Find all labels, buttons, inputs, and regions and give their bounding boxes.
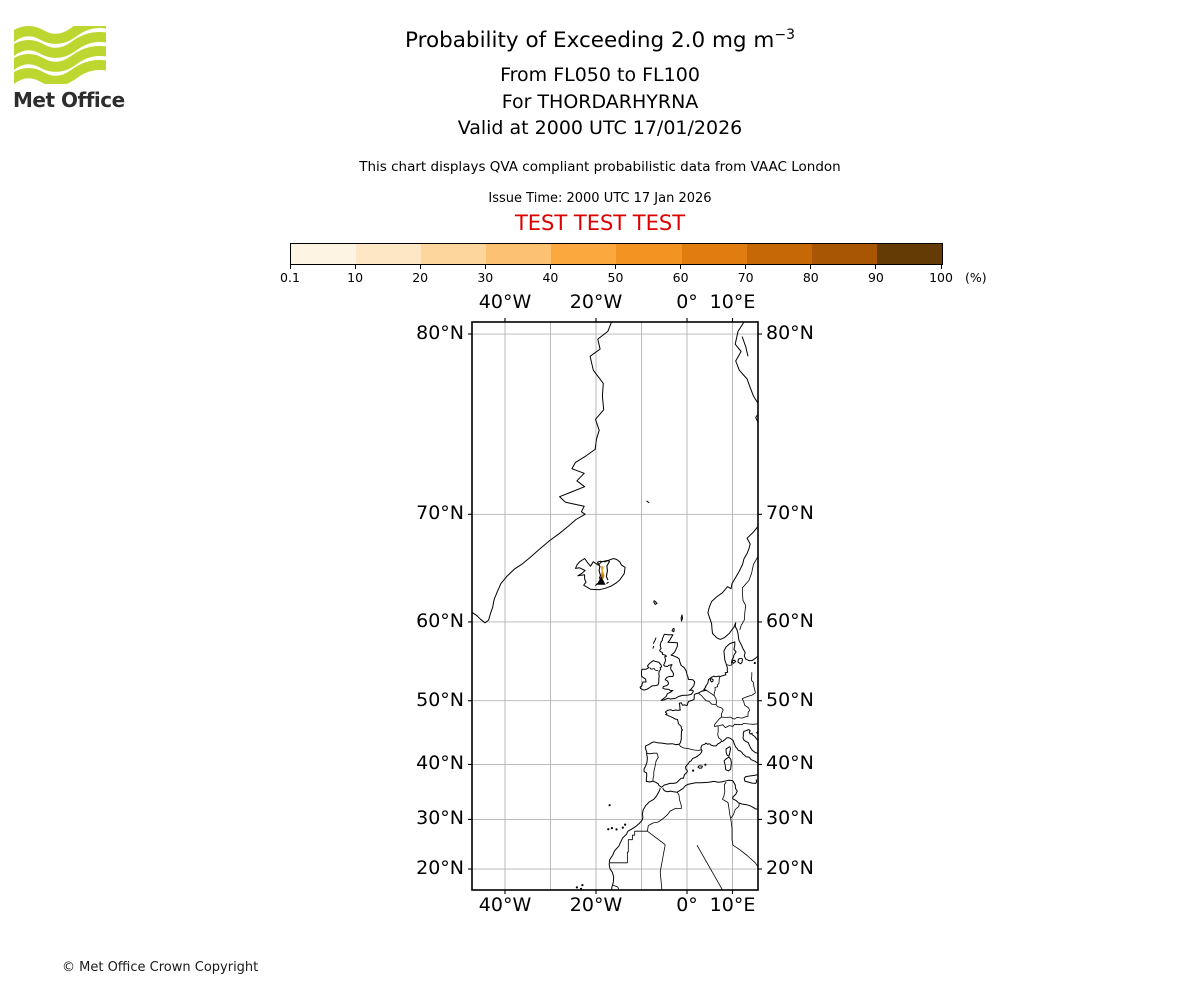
geo-nl_de bbox=[714, 677, 720, 696]
lat-label-left: 80°N bbox=[416, 322, 464, 345]
subtitle-flight-levels: From FL050 to FL100 bbox=[500, 64, 700, 86]
colorbar-tick-label: 0.1 bbox=[280, 270, 300, 285]
lon-label-top: 40°W bbox=[478, 291, 532, 313]
colorbar-tick-label: 90 bbox=[867, 270, 884, 285]
geo-ma_dz bbox=[647, 792, 681, 831]
lat-label-left: 40°N bbox=[416, 752, 464, 775]
geo-jutland bbox=[724, 642, 736, 665]
small-island-dot bbox=[576, 886, 578, 888]
geo-de_cz_pl bbox=[742, 672, 755, 698]
geo-ijsselmeer bbox=[710, 679, 713, 682]
geo-pt_es bbox=[647, 753, 659, 781]
geo-ch_it bbox=[718, 723, 758, 727]
lat-label-left: 20°N bbox=[416, 857, 464, 880]
lon-label-top: 10°E bbox=[709, 291, 756, 313]
geo-tn_ly bbox=[731, 803, 740, 819]
lat-label-left: 30°N bbox=[416, 807, 464, 830]
geo-greenland bbox=[470, 322, 611, 623]
geo-es_fr bbox=[679, 744, 701, 750]
geo-be_nl bbox=[703, 690, 715, 695]
geo-ni_border bbox=[650, 668, 659, 671]
issue-time: Issue Time: 2000 UTC 17 Jan 2026 bbox=[488, 191, 712, 206]
geo-shetland bbox=[681, 615, 682, 621]
small-island-dot bbox=[607, 828, 609, 830]
colorbar-tick-label: 30 bbox=[477, 270, 494, 285]
lat-label-right: 40°N bbox=[766, 752, 814, 775]
geo-gb bbox=[660, 634, 695, 700]
lat-label-left: 70°N bbox=[416, 502, 464, 525]
copyright-text: © Met Office Crown Copyright bbox=[62, 960, 259, 975]
geo-mallorca bbox=[698, 766, 703, 769]
colorbar-unit-label: (%) bbox=[965, 270, 987, 285]
lon-label-bottom: 40°W bbox=[478, 894, 532, 916]
test-banner: TEST TEST TEST bbox=[514, 211, 686, 235]
geo-it_east bbox=[743, 730, 758, 754]
colorbar-tick-label: 50 bbox=[607, 270, 624, 285]
geo-africa_med bbox=[663, 780, 759, 809]
geo-be_de bbox=[714, 696, 716, 705]
small-island-dot bbox=[692, 770, 694, 772]
lat-label-left: 60°N bbox=[416, 609, 464, 632]
colorbar-tick-label: 70 bbox=[737, 270, 754, 285]
lon-label-bottom: 0° bbox=[676, 894, 698, 916]
geo-fr_east bbox=[699, 693, 724, 717]
small-island-dot bbox=[611, 827, 613, 829]
colorbar-tick-label: 100 bbox=[929, 270, 953, 285]
small-island-dot bbox=[622, 827, 624, 829]
colorbar-tick-label: 40 bbox=[542, 270, 559, 285]
colorbar-tick-label: 80 bbox=[802, 270, 819, 285]
iceland-detail-line bbox=[606, 582, 608, 584]
geo-faroe bbox=[654, 601, 657, 605]
small-island-dot bbox=[754, 662, 756, 664]
geo-dz_ne bbox=[697, 845, 723, 891]
qva-note: This chart displays QVA compliant probabilistic data from VAAC London bbox=[359, 159, 841, 175]
logo-brand-text: Met Office bbox=[13, 88, 125, 112]
lat-label-right: 50°N bbox=[766, 688, 814, 711]
geo-de_dk bbox=[726, 665, 732, 666]
colorbar-tick-label: 60 bbox=[672, 270, 689, 285]
coastlines bbox=[470, 322, 758, 891]
geo-orkney bbox=[672, 628, 674, 632]
small-island-dot bbox=[704, 764, 706, 766]
title-text: Probability of Exceeding 2.0 mg m bbox=[404, 28, 775, 54]
subtitle-volcano: For THORDARHYRNA bbox=[501, 91, 699, 113]
lat-label-right: 70°N bbox=[766, 502, 814, 525]
geo-dz_diag bbox=[647, 831, 665, 845]
geo-zealand bbox=[738, 658, 743, 664]
geo-sicily bbox=[744, 775, 758, 784]
geo-funen bbox=[732, 660, 736, 664]
geo-de_s_e bbox=[721, 699, 749, 720]
geo-istria bbox=[749, 730, 759, 741]
small-island-dot bbox=[624, 824, 626, 826]
lon-label-top: 20°W bbox=[569, 291, 623, 313]
graticule bbox=[472, 322, 758, 890]
map-inner bbox=[470, 322, 758, 891]
small-island-dot bbox=[615, 828, 617, 830]
map-frame bbox=[472, 322, 758, 890]
geo-tn_dz bbox=[723, 782, 731, 818]
geo-sardinia bbox=[724, 757, 731, 771]
small-island-dot bbox=[609, 804, 611, 806]
lat-label-right: 60°N bbox=[766, 609, 814, 632]
lat-label-right: 20°N bbox=[766, 857, 814, 880]
lon-label-bottom: 20°W bbox=[569, 894, 623, 916]
geo-dz_ly bbox=[731, 818, 759, 867]
geo-ml_vert bbox=[660, 845, 665, 891]
colorbar-tick-label: 10 bbox=[347, 270, 364, 285]
geo-svalbard2 bbox=[742, 337, 748, 357]
geo-janmayen bbox=[647, 501, 650, 503]
lon-label-bottom: 10°E bbox=[709, 894, 756, 916]
subtitle-valid-time: Valid at 2000 UTC 17/01/2026 bbox=[457, 117, 743, 139]
geo-hebrides2 bbox=[653, 646, 654, 649]
small-island-dot bbox=[581, 884, 583, 886]
iceland-detail-line bbox=[597, 561, 602, 562]
country-borders bbox=[610, 556, 759, 891]
geo-no_se_border bbox=[740, 556, 759, 630]
geo-corsica bbox=[726, 747, 730, 757]
title-exponent: −3 bbox=[774, 27, 795, 43]
colorbar-tick-label: 20 bbox=[412, 270, 429, 285]
axis-ticks bbox=[468, 318, 762, 894]
lat-label-right: 30°N bbox=[766, 807, 814, 830]
geo-europe bbox=[644, 665, 758, 788]
lat-label-left: 50°N bbox=[416, 688, 464, 711]
geo-ireland bbox=[640, 661, 661, 691]
geo-scandinavia bbox=[708, 526, 759, 661]
geo-hebrides1 bbox=[653, 638, 656, 644]
lat-label-right: 80°N bbox=[766, 322, 814, 345]
geo-africa_atl bbox=[609, 788, 660, 891]
geo-fr_it bbox=[718, 726, 722, 742]
lon-label-top: 0° bbox=[676, 291, 698, 313]
iceland-detail-line bbox=[606, 561, 609, 580]
